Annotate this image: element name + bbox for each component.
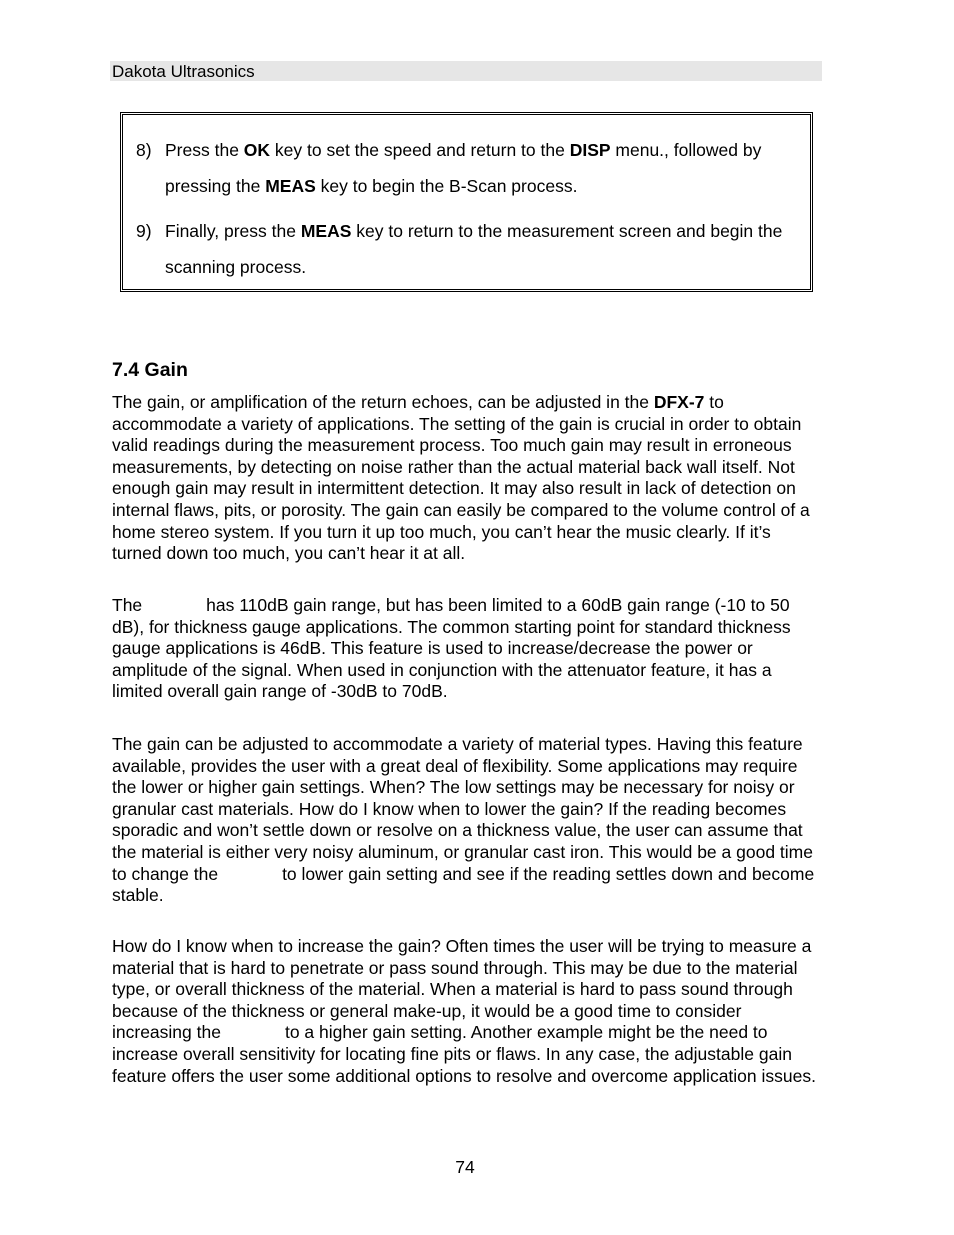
page-number: 74 <box>455 1157 475 1177</box>
steps-box <box>120 112 813 292</box>
product-name: DFX-7 <box>653 392 705 412</box>
header-title: Dakota Ultrasonics <box>112 62 255 81</box>
step-number: 9) <box>136 221 152 241</box>
meas-key: MEAS <box>265 176 316 196</box>
section-heading: 7.4 Gain <box>112 359 188 381</box>
step-text: Finally, press the MEAS key to return to the measurement screen and begin the scanning process. <box>165 221 783 277</box>
step-text: Press the OK key to set the speed and return to the DISP menu., followed by pressing the MEAS key to begin the B-Scan process. <box>165 140 762 196</box>
step-9 <box>136 213 796 285</box>
paragraph-increase-gain: How do I know when to increase the gain? Often times the user will be trying to measure a material that is hard to penetrate or pass sound through. This may be due to the material type, or overall thickness of the material. When a material is hard to pass sound through because of the thickness or general make-up, it would be a good time to consider increasing the to a higher gain setting. Another example might be the need to increase overall sensitivity for locating fine pits or flaws. In any case, the adjustable gain feature offers the user some additional options to resolve and overcome application issues. <box>112 936 816 1086</box>
step-number: 8) <box>136 140 152 160</box>
paragraph-lower-gain: The gain can be adjusted to accommodate a variety of material types. Having this feature available, provides the user with a great deal of flexibility. Some applications may require the lower or higher gain settings. When? The low settings may be necessary for noisy or granular cast materials. How do I know when to lower the gain? If the reading becomes sporadic and won’t settle down or resolve on a thickness value, the user can assume that the material is either very noisy aluminum, or granular cast iron. This would be a good time to change the to lower gain setting and see if the reading settles down and become stable. <box>112 734 815 906</box>
step-8 <box>136 132 796 204</box>
paragraph-gain-intro: The gain, or amplification of the return echoes, can be adjusted in the DFX-7 to accommodate a variety of applications. The setting of the gain is crucial in order to obtain valid readings during the measurement process. Too much gain may result in erroneous measurements, by detecting on noise rather than the actual material back wall itself. Not enough gain may result in intermittent detection. It may also result in lack of detection on internal flaws, pits, or porosity. The gain can easily be compared to the volume control of a home stereo system. If you turn it up too much, you can’t hear the music clearly. If it’s turned down too much, you can’t hear it at all. <box>112 392 810 564</box>
paragraph-gain-range: The has 110dB gain range, but has been limited to a 60dB gain range (-10 to 50 dB), for thickness gauge applications. The common starting point for standard thickness gauge applications is 46dB. This feature is used to increase/decrease the power or amplitude of the signal. When used in conjunction with the attenuator feature, it has a limited overall gain range of -30dB to 70dB. <box>112 595 791 702</box>
ok-key: OK <box>243 140 271 160</box>
meas-key: MEAS <box>300 221 352 241</box>
running-header <box>110 61 822 81</box>
disp-key: DISP <box>569 140 611 160</box>
